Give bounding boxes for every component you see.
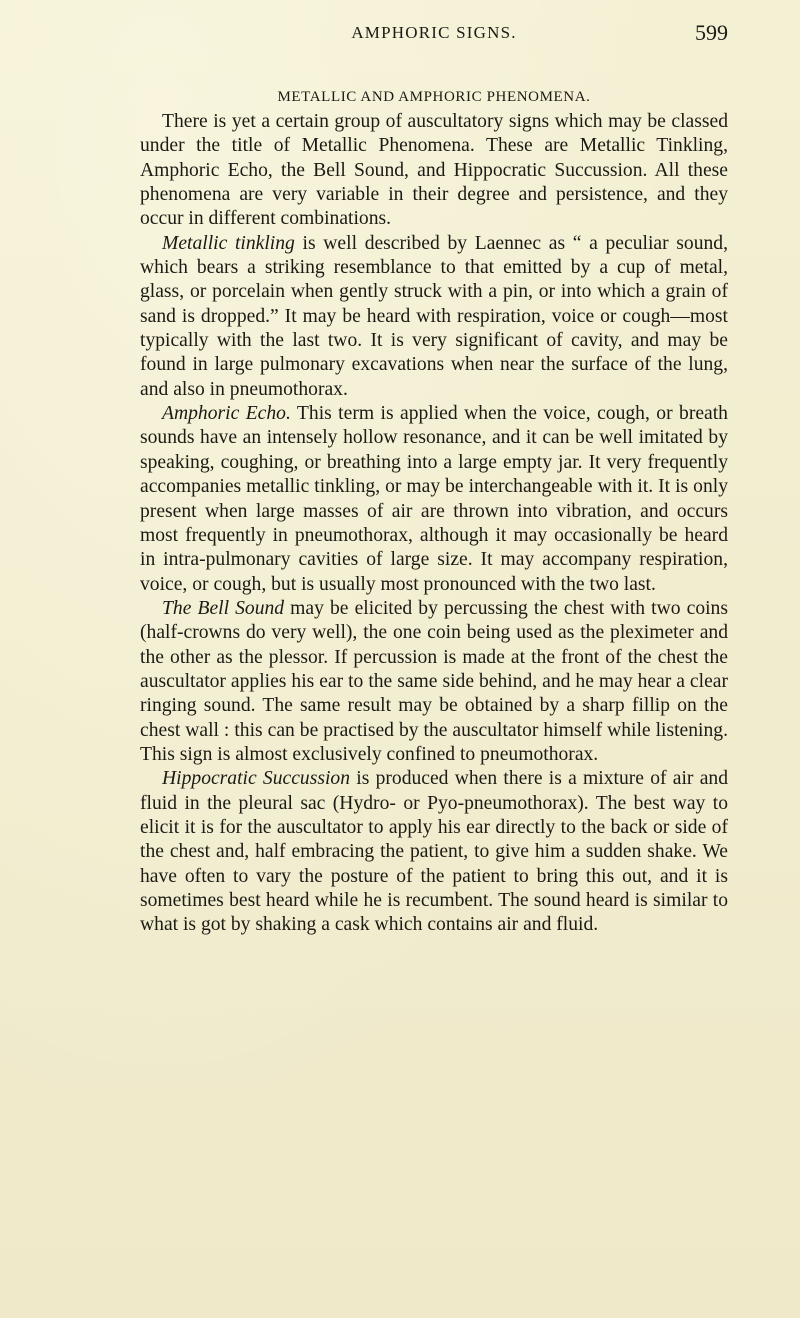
paragraph-text: is produced when there is a mixture of air and fluid in the pleural sac (Hydro- or Pyo-pneumothorax). The best way to elicit it is for the auscultator to apply his ear directly to the back or side of the chest and, half embracing the patient, to give him a sudden shake. We have often to vary the posture of the patient to bring this out, and it is sometimes best heard while he is recumbent. The sound heard is similar to what is got by shaking a cask which contains air and fluid. xyxy=(140,768,728,936)
paragraph-metallic-tinkling xyxy=(140,232,728,402)
paragraph-hippocratic-succussion xyxy=(140,767,728,937)
section-title: METALLIC AND AMPHORIC PHENOMENA. xyxy=(277,89,591,105)
running-title: AMPHORIC SIGNS. xyxy=(351,23,517,42)
paragraph-text: There is yet a certain group of auscultatory signs which may be classed under the title of Metallic Phenomena. These are Metallic Tinkling, Amphoric Echo, the Bell Sound, and Hippocratic Succussion. All these phenomena are very variable in their degree and persistence, and they occur in different combinations. xyxy=(140,111,728,230)
term-amphoric-echo: Amphoric Echo. xyxy=(162,403,291,425)
term-hippocratic-succussion: Hippocratic Succussion xyxy=(162,768,351,790)
term-metallic-tinkling: Metallic tinkling xyxy=(162,232,295,254)
page-body xyxy=(140,86,728,938)
paragraph-intro xyxy=(140,110,728,232)
running-head xyxy=(140,20,728,50)
paragraph-text: may be elicited by percussing the chest with two coins (half-crowns do very well), the one coin being used as the pleximeter and the other as the plessor. If percussion is made at the front of the chest the auscultator applies his ear to the same side behind, and he may hear a clear ringing sound. The same result may be obtained by a sharp fillip on the chest wall : this can be practised by the auscultator himself while listening. This sign is almost exclusively confined to pneumothorax. xyxy=(140,597,728,765)
paragraph-amphoric-echo xyxy=(140,402,728,597)
paragraph-text: is well described by Laennec as “ a peculiar sound, which bears a striking resemblance to that emitted by a cup of metal, glass, or porcelain when gently struck with a pin, or into which a grain of sand is dropped.” It may be heard with respiration, voice or cough—most typically with the last two. It is very significant of cavity, and may be found in large pulmonary excavations when near the surface of the lung, and also in pneumothorax. xyxy=(140,232,728,400)
page-number: 599 xyxy=(695,20,728,45)
paragraph-bell-sound xyxy=(140,597,728,767)
paragraph-text: This term is applied when the voice, cough, or breath sounds have an intensely hollow resonance, and it can be well imitated by speaking, coughing, or breathing into a large empty jar. It very frequently accompanies metallic tinkling, or may be interchangeable with it. It is only present when large masses of air are thrown into vibration, and occurs most frequently in pneumothorax, although it may occasionally be heard in intra-pulmonary cavities of large size. It may accompany respiration, voice, or cough, but is usually most pronounced with the two last. xyxy=(140,403,728,595)
term-bell-sound: The Bell Sound xyxy=(162,597,285,619)
